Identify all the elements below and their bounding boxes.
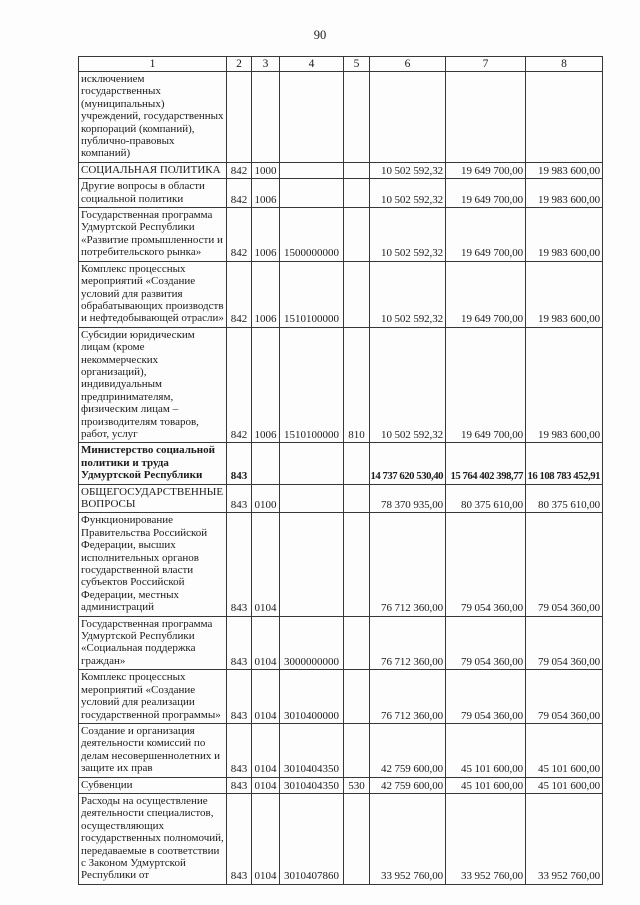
section-code-cell: 0104	[252, 616, 280, 670]
section-code-cell: 1006	[252, 261, 280, 327]
column-header-6: 6	[370, 57, 446, 72]
amount-year2-cell: 19 649 700,00	[446, 162, 526, 178]
amount-year1-cell: 42 759 600,00	[370, 723, 446, 777]
amount-year2-cell: 19 649 700,00	[446, 327, 526, 443]
target-article-code-cell	[280, 484, 344, 513]
target-article-code-cell: 3010400000	[280, 670, 344, 724]
table-row	[79, 179, 603, 208]
amount-year3-cell: 45 101 600,00	[526, 723, 603, 777]
amount-year1-cell	[370, 72, 446, 163]
grbs-code-cell: 843	[227, 484, 252, 513]
section-code-cell: 1006	[252, 327, 280, 443]
expense-item-name-cell: исключением государственных (муниципальных) учреждений, государственных корпораций (компаний), публично-правовых компаний)	[79, 72, 227, 163]
amount-year1-cell: 33 952 760,00	[370, 793, 446, 884]
table-body	[79, 72, 603, 885]
amount-year3-cell: 33 952 760,00	[526, 793, 603, 884]
amount-year2-cell: 80 375 610,00	[446, 484, 526, 513]
grbs-code-cell: 842	[227, 179, 252, 208]
grbs-code-cell: 843	[227, 513, 252, 616]
target-article-code-cell	[280, 513, 344, 616]
grbs-code-cell: 843	[227, 793, 252, 884]
table-row	[79, 513, 603, 616]
grbs-code-cell: 842	[227, 327, 252, 443]
amount-year3-cell: 16 108 783 452,91	[526, 443, 603, 484]
expense-item-name-cell: Комплекс процессных мероприятий «Создание условий для развития обрабатывающих производств и нефтедобывающей отрасли»	[79, 261, 227, 327]
table-header-row	[79, 57, 603, 72]
column-header-2: 2	[227, 57, 252, 72]
amount-year1-cell: 10 502 592,32	[370, 179, 446, 208]
section-code-cell	[252, 443, 280, 484]
amount-year3-cell: 80 375 610,00	[526, 484, 603, 513]
amount-year2-cell: 79 054 360,00	[446, 670, 526, 724]
expense-type-code-cell	[344, 616, 370, 670]
column-header-5: 5	[344, 57, 370, 72]
page-number: 90	[313, 28, 327, 42]
amount-year1-cell: 10 502 592,32	[370, 327, 446, 443]
expense-type-code-cell	[344, 723, 370, 777]
expense-item-name-cell: Другие вопросы в области социальной политики	[79, 179, 227, 208]
target-article-code-cell: 1500000000	[280, 208, 344, 262]
amount-year1-cell: 76 712 360,00	[370, 616, 446, 670]
target-article-code-cell: 3000000000	[280, 616, 344, 670]
expense-item-name-cell: СОЦИАЛЬНАЯ ПОЛИТИКА	[79, 162, 227, 178]
column-header-7: 7	[446, 57, 526, 72]
grbs-code-cell: 843	[227, 777, 252, 793]
grbs-code-cell: 842	[227, 208, 252, 262]
amount-year2-cell: 19 649 700,00	[446, 208, 526, 262]
amount-year1-cell: 14 737 620 530,40	[370, 443, 446, 484]
expense-item-name-cell: Субсидии юридическим лицам (кроме некоммерческих организаций), индивидуальным предпринимателям, физическим лицам – производителям товаров, работ, услуг	[79, 327, 227, 443]
table-row	[79, 723, 603, 777]
amount-year3-cell: 45 101 600,00	[526, 777, 603, 793]
target-article-code-cell: 3010404350	[280, 777, 344, 793]
column-header-3: 3	[252, 57, 280, 72]
expense-type-code-cell: 810	[344, 327, 370, 443]
amount-year2-cell: 79 054 360,00	[446, 513, 526, 616]
section-code-cell: 0104	[252, 723, 280, 777]
amount-year3-cell: 19 983 600,00	[526, 327, 603, 443]
column-header-1: 1	[79, 57, 227, 72]
expense-item-name-cell: Министерство социальной политики и труда Удмуртской Республики	[79, 443, 227, 484]
column-header-8: 8	[526, 57, 603, 72]
expense-type-code-cell	[344, 793, 370, 884]
expense-type-code-cell	[344, 179, 370, 208]
expense-type-code-cell: 530	[344, 777, 370, 793]
amount-year2-cell: 19 649 700,00	[446, 179, 526, 208]
target-article-code-cell: 1510100000	[280, 327, 344, 443]
table-row	[79, 484, 603, 513]
expense-type-code-cell	[344, 261, 370, 327]
section-code-cell	[252, 72, 280, 163]
amount-year1-cell: 78 370 935,00	[370, 484, 446, 513]
table-row	[79, 793, 603, 884]
amount-year1-cell: 10 502 592,32	[370, 208, 446, 262]
target-article-code-cell	[280, 179, 344, 208]
amount-year1-cell: 10 502 592,32	[370, 261, 446, 327]
amount-year2-cell: 79 054 360,00	[446, 616, 526, 670]
grbs-code-cell: 843	[227, 443, 252, 484]
grbs-code-cell: 843	[227, 723, 252, 777]
target-article-code-cell: 1510100000	[280, 261, 344, 327]
table-row	[79, 777, 603, 793]
expense-item-name-cell: Функционирование Правительства Российской Федерации, высших исполнительных органов государственной власти субъектов Российской Федерации, местных администраций	[79, 513, 227, 616]
section-code-cell: 0100	[252, 484, 280, 513]
table-row	[79, 443, 603, 484]
amount-year2-cell: 45 101 600,00	[446, 723, 526, 777]
expense-item-name-cell: Комплекс процессных мероприятий «Создание условий для реализации государственной программы»	[79, 670, 227, 724]
amount-year2-cell: 45 101 600,00	[446, 777, 526, 793]
amount-year3-cell: 19 983 600,00	[526, 261, 603, 327]
section-code-cell: 0104	[252, 793, 280, 884]
table-row	[79, 208, 603, 262]
table-row	[79, 72, 603, 163]
expense-item-name-cell: Государственная программа Удмуртской Республики «Развитие промышленности и потребительского рынка»	[79, 208, 227, 262]
amount-year3-cell: 79 054 360,00	[526, 670, 603, 724]
target-article-code-cell: 3010404350	[280, 723, 344, 777]
grbs-code-cell: 842	[227, 261, 252, 327]
expense-item-name-cell: Субвенции	[79, 777, 227, 793]
expense-type-code-cell	[344, 72, 370, 163]
expense-type-code-cell	[344, 484, 370, 513]
amount-year1-cell: 42 759 600,00	[370, 777, 446, 793]
table-row	[79, 261, 603, 327]
expense-type-code-cell	[344, 208, 370, 262]
expense-type-code-cell	[344, 670, 370, 724]
table-row	[79, 616, 603, 670]
section-code-cell: 0104	[252, 670, 280, 724]
amount-year1-cell: 76 712 360,00	[370, 513, 446, 616]
target-article-code-cell: 3010407860	[280, 793, 344, 884]
amount-year2-cell: 33 952 760,00	[446, 793, 526, 884]
expense-item-name-cell: Государственная программа Удмуртской Республики «Социальная поддержка граждан»	[79, 616, 227, 670]
expense-type-code-cell	[344, 162, 370, 178]
section-code-cell: 1006	[252, 179, 280, 208]
expense-type-code-cell	[344, 513, 370, 616]
amount-year1-cell: 10 502 592,32	[370, 162, 446, 178]
target-article-code-cell	[280, 162, 344, 178]
amount-year3-cell	[526, 72, 603, 163]
amount-year2-cell: 15 764 402 398,77	[446, 443, 526, 484]
section-code-cell: 0104	[252, 513, 280, 616]
amount-year3-cell: 19 983 600,00	[526, 179, 603, 208]
section-code-cell: 1000	[252, 162, 280, 178]
expense-item-name-cell: ОБЩЕГОСУДАРСТВЕННЫЕ ВОПРОСЫ	[79, 484, 227, 513]
amount-year2-cell	[446, 72, 526, 163]
grbs-code-cell: 843	[227, 616, 252, 670]
grbs-code-cell	[227, 72, 252, 163]
expense-item-name-cell: Создание и организация деятельности комиссий по делам несовершеннолетних и защите их прав	[79, 723, 227, 777]
expense-item-name-cell: Расходы на осуществление деятельности специалистов, осуществляющих государственных полномочий, передаваемые в соответствии с Законом Удмуртской Республики от	[79, 793, 227, 884]
expense-type-code-cell	[344, 443, 370, 484]
table-row	[79, 327, 603, 443]
amount-year1-cell: 76 712 360,00	[370, 670, 446, 724]
target-article-code-cell	[280, 443, 344, 484]
section-code-cell: 1006	[252, 208, 280, 262]
section-code-cell: 0104	[252, 777, 280, 793]
grbs-code-cell: 842	[227, 162, 252, 178]
column-header-4: 4	[280, 57, 344, 72]
table-row	[79, 162, 603, 178]
amount-year3-cell: 79 054 360,00	[526, 513, 603, 616]
table-row	[79, 670, 603, 724]
amount-year3-cell: 19 983 600,00	[526, 162, 603, 178]
budget-expense-table	[78, 56, 603, 885]
amount-year3-cell: 79 054 360,00	[526, 616, 603, 670]
target-article-code-cell	[280, 72, 344, 163]
amount-year3-cell: 19 983 600,00	[526, 208, 603, 262]
amount-year2-cell: 19 649 700,00	[446, 261, 526, 327]
grbs-code-cell: 843	[227, 670, 252, 724]
